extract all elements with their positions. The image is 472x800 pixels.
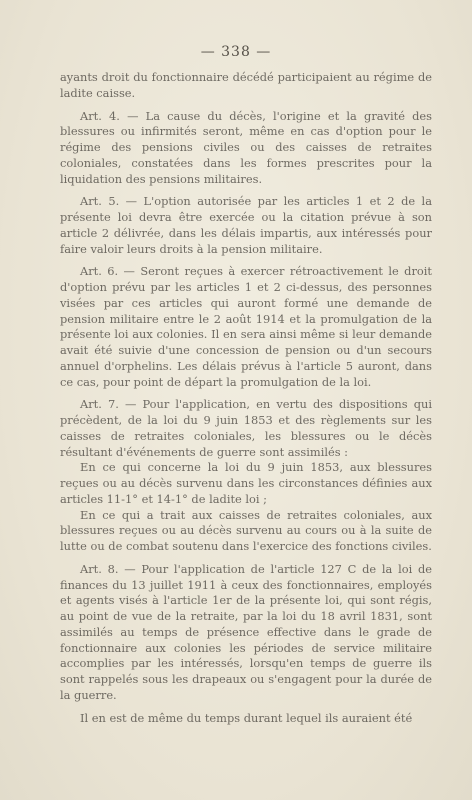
body-text	[60, 70, 432, 726]
paragraph-article-7: Art. 7. — Pour l'application, en vertu des dispositions qui précèdent, de la loi du 9 juin 1853 et des règlements sur les caisses de retraites coloniales, les blessures ou le décès résultant d'événements de guerre sont assimilés :	[60, 397, 432, 459]
paragraph-article-4: Art. 4. — La cause du décès, l'origine et la gravité des blessures ou infirmités seront, même en cas d'option pour le régime des pensions civiles ou des caisses de retraites coloniales, constatées dans les formes prescrites pour la liquidation des pensions militaires.	[60, 108, 432, 186]
paragraph-article-5: Art. 5. — L'option autorisée par les articles 1 et 2 de la présente loi devra être exercée ou la citation prévue à son article 2 délivrée, dans les délais impartis, aux intéressés pour faire valoir leurs droits à la pension militaire.	[60, 194, 432, 256]
paragraph-caisses-coloniales: En ce qui a trait aux caisses de retraites coloniales, aux blessures reçues ou au décès survenu au cours ou à la suite de lutte ou de combat soutenu dans l'exercice des fonctions civiles.	[60, 507, 432, 553]
paragraph-continuation: ayants droit du fonctionnaire décédé participaient au régime de ladite caisse.	[60, 70, 432, 100]
paragraph-loi-1853: En ce qui concerne la loi du 9 juin 1853, aux blessures reçues ou au décès survenu dans les circonstances définies aux articles 11-1° et 14-1° de ladite loi ;	[60, 460, 432, 506]
paragraph-article-6: Art. 6. — Seront reçues à exercer rétroactivement le droit d'option prévu par les articles 1 et 2 ci-dessus, des personnes visées par ces articles qui auront formé une demande de pension militaire entre le 2 août 1914 et la promulgation de la présente loi aux colonies. Il en sera ainsi même si leur demande avait été suivie d'une concession de pension ou d'un secours annuel d'orphelins. Les délais prévus à l'article 5 auront, dans ce cas, pour point de départ la promulgation de la loi.	[60, 264, 432, 389]
paragraph-final: Il en est de même du temps durant lequel ils auraient été	[80, 710, 413, 725]
paragraph-article-8: Art. 8. — Pour l'application de l'article 127 C de la loi de finances du 13 juillet 1911 à ceux des fonctionnaires, employés et agents visés à l'article 1er de la présente loi, qui sont régis, au point de vue de la retraite, par la loi du 18 avril 1831, sont assimilés au temps de présence effective dans le grade de fonctionnaire aux colonies les périodes de service militaire accomplies par les intéressés, lorsqu'en temps de guerre ils sont rappelés sous les drapeaux ou s'engagent pour la durée de la guerre.	[60, 561, 432, 702]
page-number: — 338 —	[200, 44, 272, 60]
